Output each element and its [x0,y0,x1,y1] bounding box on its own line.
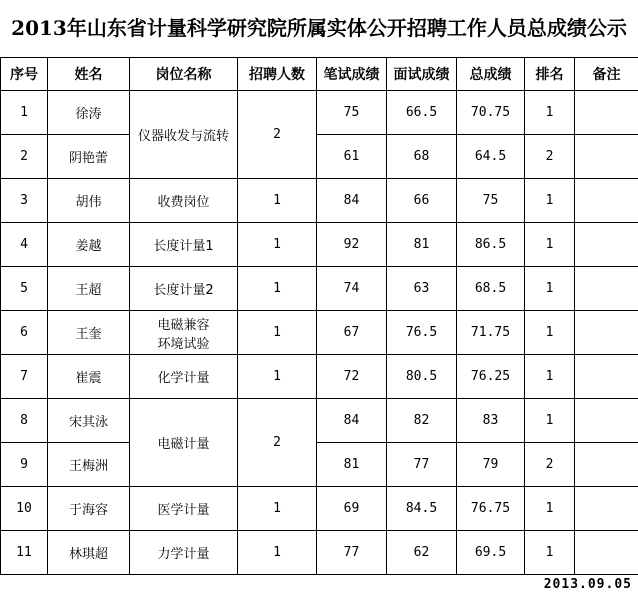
row-count: 1 [238,179,317,223]
row-interview: 66.5 [387,91,457,135]
row-name: 崔震 [48,355,130,399]
row-position: 力学计量 [130,531,238,575]
row-position: 长度计量1 [130,223,238,267]
header-name: 姓名 [48,58,130,91]
row-rank: 1 [525,311,575,355]
header-written: 笔试成绩 [317,58,387,91]
row-count: 2 [238,91,317,179]
row-rank: 1 [525,531,575,575]
row-written: 72 [317,355,387,399]
row-interview: 82 [387,399,457,443]
row-count: 1 [238,267,317,311]
row-position: 化学计量 [130,355,238,399]
row-interview: 84.5 [387,487,457,531]
row-count: 1 [238,355,317,399]
row-no: 2 [1,135,48,179]
row-note [575,135,638,179]
row-written: 77 [317,531,387,575]
publish-date: 2013.09.05 [543,577,632,592]
row-note [575,91,638,135]
row-total: 68.5 [457,267,525,311]
header-no: 序号 [1,58,48,91]
table-row [1,355,638,399]
row-count: 1 [238,311,317,355]
row-rank: 1 [525,399,575,443]
row-note [575,531,638,575]
row-rank: 2 [525,443,575,487]
row-note [575,223,638,267]
row-interview: 62 [387,531,457,575]
row-total: 83 [457,399,525,443]
row-interview: 76.5 [387,311,457,355]
page-title: 2013年山东省计量科学研究院所属实体公开招聘工作人员总成绩公示 [11,16,627,40]
row-written: 74 [317,267,387,311]
header-total: 总成绩 [457,58,525,91]
table-row [1,311,638,355]
row-name: 宋其泳 [48,399,130,443]
row-name: 林琪超 [48,531,130,575]
row-rank: 1 [525,91,575,135]
row-name: 王超 [48,267,130,311]
table-row [1,399,638,443]
row-total: 70.75 [457,91,525,135]
header-interview: 面试成绩 [387,58,457,91]
row-total: 76.75 [457,487,525,531]
row-rank: 1 [525,355,575,399]
row-no: 8 [1,399,48,443]
table-row [1,531,638,575]
header-note: 备注 [575,58,638,91]
row-total: 76.25 [457,355,525,399]
row-written: 92 [317,223,387,267]
row-name: 阴艳蕾 [48,135,130,179]
row-written: 84 [317,399,387,443]
row-no: 7 [1,355,48,399]
row-written: 81 [317,443,387,487]
table-row [1,223,638,267]
row-written: 84 [317,179,387,223]
row-interview: 68 [387,135,457,179]
header-row [1,58,638,91]
row-no: 4 [1,223,48,267]
header-position: 岗位名称 [130,58,238,91]
row-interview: 66 [387,179,457,223]
row-total: 69.5 [457,531,525,575]
row-no: 9 [1,443,48,487]
row-written: 69 [317,487,387,531]
table-row [1,179,638,223]
row-name: 于海容 [48,487,130,531]
row-interview: 81 [387,223,457,267]
row-interview: 80.5 [387,355,457,399]
header-rank: 排名 [525,58,575,91]
row-count: 1 [238,531,317,575]
row-total: 86.5 [457,223,525,267]
row-interview: 77 [387,443,457,487]
row-note [575,311,638,355]
row-name: 徐涛 [48,91,130,135]
row-count: 2 [238,399,317,487]
row-rank: 1 [525,223,575,267]
table-row [1,135,638,179]
row-written: 75 [317,91,387,135]
table-row [1,267,638,311]
row-note [575,179,638,223]
row-note [575,443,638,487]
row-no: 3 [1,179,48,223]
position-line: 环境试验 [157,336,210,352]
row-written: 61 [317,135,387,179]
row-rank: 1 [525,179,575,223]
row-no: 10 [1,487,48,531]
row-position [130,311,238,355]
row-total: 75 [457,179,525,223]
row-position: 收费岗位 [130,179,238,223]
row-name: 胡伟 [48,179,130,223]
row-name: 王梅洲 [48,443,130,487]
row-position: 长度计量2 [130,267,238,311]
header-count: 招聘人数 [238,58,317,91]
row-position: 医学计量 [130,487,238,531]
position-line: 电磁兼容 [157,317,210,333]
row-total: 79 [457,443,525,487]
row-position: 仪器收发与流转 [130,91,238,179]
row-no: 1 [1,91,48,135]
row-rank: 1 [525,487,575,531]
row-rank: 1 [525,267,575,311]
row-name: 姜越 [48,223,130,267]
row-no: 6 [1,311,48,355]
row-note [575,399,638,443]
score-table [0,57,638,575]
table-row [1,487,638,531]
row-position: 电磁计量 [130,399,238,487]
row-rank: 2 [525,135,575,179]
table-row [1,443,638,487]
row-interview: 63 [387,267,457,311]
table-row [1,91,638,135]
row-total: 64.5 [457,135,525,179]
row-total: 71.75 [457,311,525,355]
row-note [575,267,638,311]
row-name: 王奎 [48,311,130,355]
row-no: 11 [1,531,48,575]
row-count: 1 [238,223,317,267]
row-count: 1 [238,487,317,531]
row-note [575,355,638,399]
row-note [575,487,638,531]
row-written: 67 [317,311,387,355]
row-no: 5 [1,267,48,311]
